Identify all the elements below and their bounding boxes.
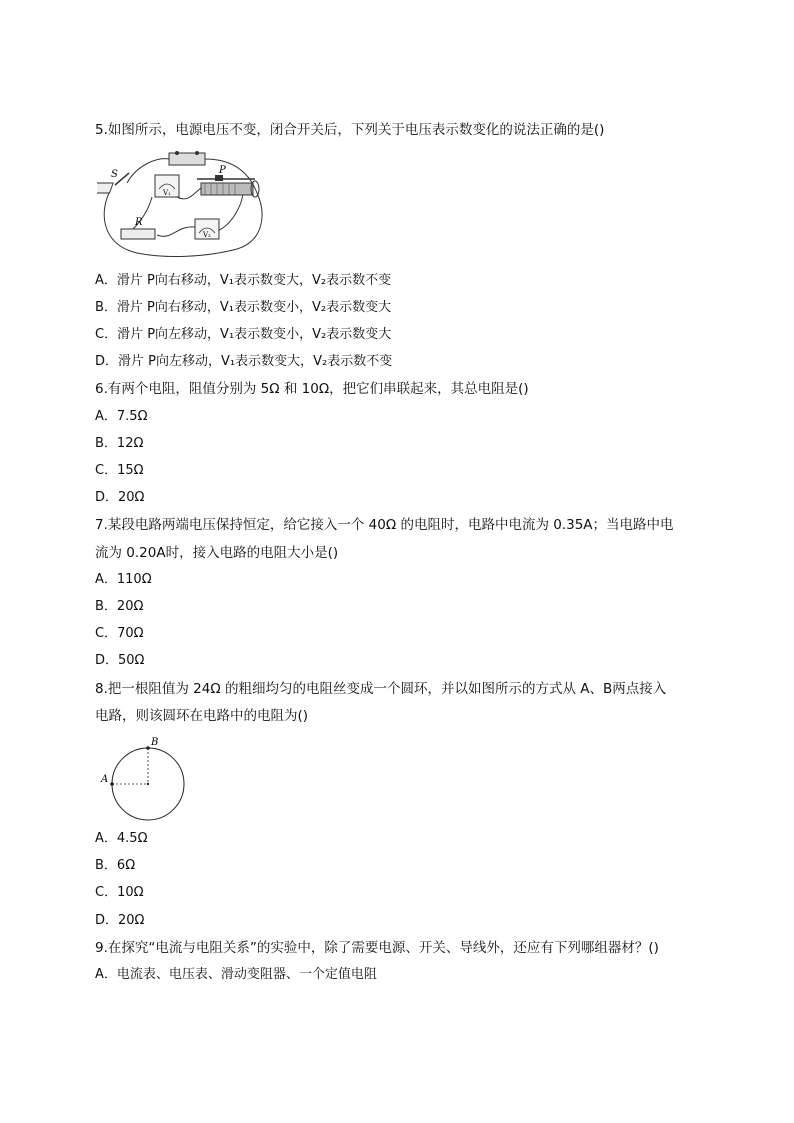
- q5-circuit-figure: [97, 145, 269, 263]
- q8-option-b[interactable]: B．6Ω: [95, 858, 136, 873]
- q8-option-a[interactable]: A．4.5Ω: [95, 831, 148, 846]
- q6-stem: 6.有两个电阻，阻值分别为 5Ω 和 10Ω，把它们串联起来，其总电阻是(): [95, 381, 529, 397]
- q8-stem-line1: 8.把一根阻值为 24Ω 的粗细均匀的电阻丝变成一个圆环，并以如图所示的方式从 A、B两点接入: [95, 681, 667, 697]
- q7-option-b[interactable]: B．20Ω: [95, 599, 144, 614]
- q6-option-d[interactable]: D．20Ω: [95, 490, 145, 505]
- q6-option-c[interactable]: C．15Ω: [95, 463, 144, 478]
- q8-stem-line2: 电路，则该圆环在电路中的电阻为(): [95, 708, 309, 724]
- battery: [169, 153, 205, 165]
- switch-base: [97, 183, 113, 193]
- label-s: S: [111, 169, 118, 180]
- label-v1: V₁: [163, 189, 171, 197]
- q7-stem-line1: 7.某段电路两端电压保持恒定，给它接入一个 40Ω 的电阻时，电路中电流为 0.35A；当电路中电: [95, 517, 674, 533]
- rheostat: [201, 183, 253, 195]
- q5-option-a[interactable]: A．滑片 P向右移动，V₁表示数变大，V₂表示数不变: [95, 273, 392, 288]
- label-a: A: [101, 774, 109, 785]
- q7-option-a[interactable]: A．110Ω: [95, 572, 152, 587]
- battery-terminal: [195, 151, 199, 155]
- q8-option-c[interactable]: C．10Ω: [95, 885, 144, 900]
- q7-stem-line2: 流为 0.20A时，接入电路的电阻大小是(): [95, 545, 339, 561]
- wire-r-v2: [157, 227, 195, 237]
- wire-outer: [104, 193, 262, 256]
- q8-ring-figure: [98, 735, 190, 821]
- wire-v2-rheostat: [217, 193, 243, 231]
- q6-option-b[interactable]: B．12Ω: [95, 436, 144, 451]
- point-a: [110, 782, 114, 786]
- center-point: [147, 783, 149, 785]
- label-v2: V₂: [203, 231, 211, 239]
- q9-stem: 9.在探究“电流与电阻关系”的实验中，除了需要电源、开关、导线外，还应有下列哪组器材？(): [95, 940, 659, 956]
- q9-option-a[interactable]: A．电流表、电压表、滑动变阻器、一个定值电阻: [95, 967, 377, 982]
- q8-option-d[interactable]: D．20Ω: [95, 913, 145, 928]
- label-b: B: [151, 737, 159, 748]
- label-p: P: [219, 165, 226, 176]
- resistor-r: [121, 229, 155, 239]
- battery-terminal: [175, 151, 179, 155]
- q5-stem: 5.如图所示，电源电压不变，闭合开关后，下列关于电压表示数变化的说法正确的是(): [95, 122, 605, 138]
- q7-option-c[interactable]: C．70Ω: [95, 626, 144, 641]
- q5-option-c[interactable]: C．滑片 P向左移动，V₁表示数变小，V₂表示数变大: [95, 327, 392, 342]
- q5-option-d[interactable]: D．滑片 P向左移动，V₁表示数变大，V₂表示数不变: [95, 354, 393, 369]
- q6-option-a[interactable]: A．7.5Ω: [95, 409, 148, 424]
- q7-option-d[interactable]: D．50Ω: [95, 653, 145, 668]
- q5-option-b[interactable]: B．滑片 P向右移动，V₁表示数变小，V₂表示数变大: [95, 300, 392, 315]
- point-b: [146, 746, 150, 750]
- label-r: R: [135, 217, 143, 228]
